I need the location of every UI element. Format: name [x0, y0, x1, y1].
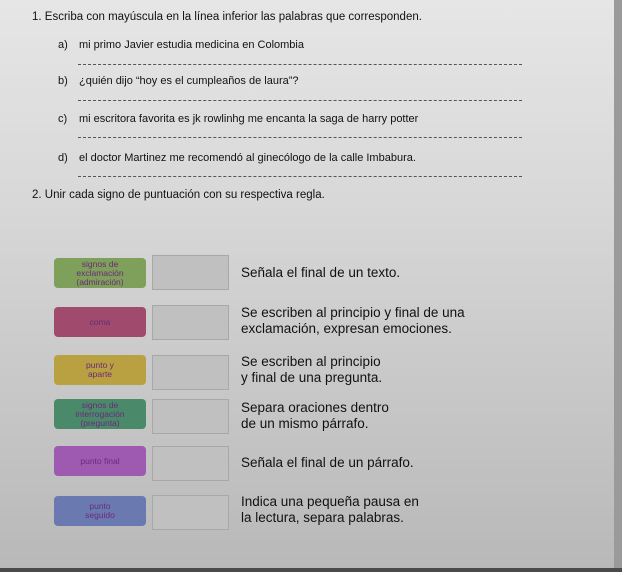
answer-line-a[interactable]: [78, 64, 522, 65]
rule-line: Señala el final de un párrafo.: [241, 455, 414, 470]
match-box-6[interactable]: [152, 495, 229, 530]
sign-line: punto y: [86, 360, 114, 370]
rule-line: Indica una pequeña pausa en: [241, 494, 419, 509]
sign-line: aparte: [87, 369, 113, 379]
sign-line: punto final: [80, 455, 120, 466]
q1-item-a-label: a): [58, 39, 68, 51]
match-box-2[interactable]: [152, 305, 229, 340]
answer-line-c[interactable]: [78, 137, 522, 138]
answer-line-d[interactable]: [78, 176, 522, 177]
sign-line: seguido: [85, 510, 115, 520]
rule-line: la lectura, separa palabras.: [241, 510, 404, 525]
sign-line: signos de: [81, 258, 119, 269]
rule-2: [241, 305, 465, 337]
rule-4: [241, 400, 389, 432]
rule-6: [241, 494, 419, 526]
rule-5: [241, 455, 414, 471]
sign-line: (pregunta): [80, 417, 120, 428]
rule-3: [241, 354, 382, 386]
q1-item-a-text: mi primo Javier estudia medicina en Colombia: [79, 39, 304, 51]
sign-line: (admiración): [76, 276, 124, 287]
page-edge-bottom: [0, 568, 622, 572]
rule-line: Se escriben al principio: [241, 354, 381, 369]
sign-line: interrogación: [75, 408, 125, 419]
sign-punto-aparte[interactable]: [54, 355, 146, 385]
sign-line: punto: [89, 501, 111, 511]
q2-title: 2. Unir cada signo de puntuación con su respectiva regla.: [32, 189, 325, 201]
q1-item-c-label: c): [58, 113, 68, 125]
sign-line: exclamación: [76, 267, 124, 278]
answer-line-b[interactable]: [78, 100, 522, 101]
q1-title: 1. Escriba con mayúscula en la línea inferior las palabras que corresponden.: [32, 11, 422, 23]
q1-item-c-text: mi escritora favorita es jk rowlinhg me encanta la saga de harry potter: [79, 113, 419, 125]
rule-line: Señala el final de un texto.: [241, 265, 401, 280]
sign-punto-seguido[interactable]: [54, 496, 146, 526]
sign-line: signos de: [81, 399, 119, 410]
rule-line: de un mismo párrafo.: [241, 416, 369, 431]
rule-1: [241, 265, 400, 281]
sign-punto-final[interactable]: [54, 446, 146, 476]
q1-item-b-text: ¿quién dijo “hoy es el cumpleaños de laura”?: [79, 75, 299, 87]
rule-line: Se escriben al principio y final de una: [241, 305, 465, 320]
rule-line: Separa oraciones dentro: [241, 400, 389, 415]
sign-interrogation[interactable]: [54, 399, 146, 429]
match-box-1[interactable]: [152, 255, 229, 290]
match-box-5[interactable]: [152, 446, 229, 481]
page-edge-right: [614, 0, 622, 572]
rule-line: exclamación, expresan emociones.: [241, 321, 452, 336]
sign-line: coma: [89, 316, 111, 327]
match-box-4[interactable]: [152, 399, 229, 434]
match-box-3[interactable]: [152, 355, 229, 390]
sign-exclamation[interactable]: [54, 258, 146, 288]
rule-line: y final de una pregunta.: [241, 370, 383, 385]
q1-item-b-label: b): [58, 75, 68, 87]
q1-item-d-text: el doctor Martinez me recomendó al ginecólogo de la calle Imbabura.: [79, 152, 416, 164]
q1-item-d-label: d): [58, 152, 68, 164]
sign-comma[interactable]: [54, 307, 146, 337]
